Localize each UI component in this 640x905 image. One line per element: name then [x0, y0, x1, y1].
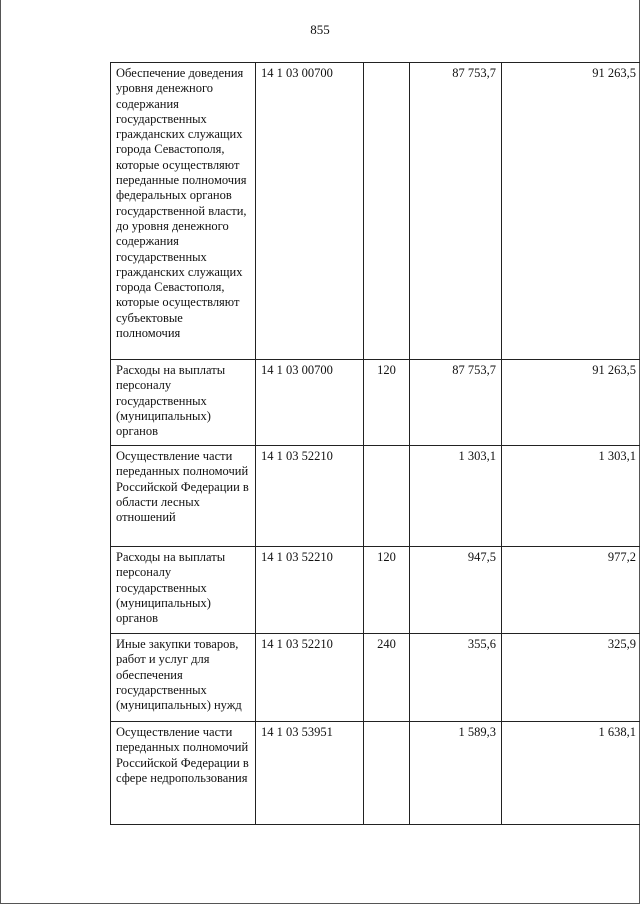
table-row	[111, 63, 640, 360]
row-code-cell: 14 1 03 52210	[256, 446, 364, 547]
row-expense-type-cell: 120	[364, 547, 410, 634]
table-row	[111, 547, 640, 634]
row-code-cell: 14 1 03 52210	[256, 547, 364, 634]
row-amount-2-cell: 977,2	[502, 547, 640, 634]
budget-table	[110, 62, 640, 825]
row-name-cell: Расходы на выплаты персоналу государственных (муниципальных) органов	[111, 360, 256, 446]
row-amount-1-cell: 1 303,1	[410, 446, 502, 547]
row-amount-2-cell: 1 638,1	[502, 722, 640, 825]
row-amount-1-cell: 355,6	[410, 634, 502, 722]
row-expense-type-cell	[364, 63, 410, 360]
table-row	[111, 360, 640, 446]
row-amount-2-cell: 91 263,5	[502, 63, 640, 360]
row-amount-2-cell: 91 263,5	[502, 360, 640, 446]
row-amount-1-cell: 87 753,7	[410, 63, 502, 360]
row-amount-2-cell: 1 303,1	[502, 446, 640, 547]
row-code-cell: 14 1 03 00700	[256, 360, 364, 446]
row-code-cell: 14 1 03 00700	[256, 63, 364, 360]
row-expense-type-cell: 240	[364, 634, 410, 722]
table-row	[111, 722, 640, 825]
row-amount-1-cell: 1 589,3	[410, 722, 502, 825]
table-row	[111, 446, 640, 547]
table-row	[111, 634, 640, 722]
row-name-cell: Иные закупки товаров, работ и услуг для обеспечения государственных (муниципальных) нужд	[111, 634, 256, 722]
row-name-cell: Расходы на выплаты персоналу государственных (муниципальных) органов	[111, 547, 256, 634]
row-code-cell: 14 1 03 52210	[256, 634, 364, 722]
row-amount-2-cell: 325,9	[502, 634, 640, 722]
row-name-cell: Осуществление части переданных полномочий Российской Федерации в сфере недропользования	[111, 722, 256, 825]
page-number: 855	[310, 22, 330, 37]
row-name-cell: Осуществление части переданных полномочий Российской Федерации в области лесных отношений	[111, 446, 256, 547]
row-expense-type-cell	[364, 446, 410, 547]
row-code-cell: 14 1 03 53951	[256, 722, 364, 825]
row-amount-1-cell: 87 753,7	[410, 360, 502, 446]
row-expense-type-cell: 120	[364, 360, 410, 446]
row-expense-type-cell	[364, 722, 410, 825]
row-amount-1-cell: 947,5	[410, 547, 502, 634]
row-name-cell: Обеспечение доведения уровня денежного содержания государственных гражданских служащих города Севастополя, которые осуществляют переданные полномочия федеральных органов государственной власти, до уровня денежного содержания государственных гражданских служащих города Севастополя, которые осуществляют субъектовые полномочия	[111, 63, 256, 360]
